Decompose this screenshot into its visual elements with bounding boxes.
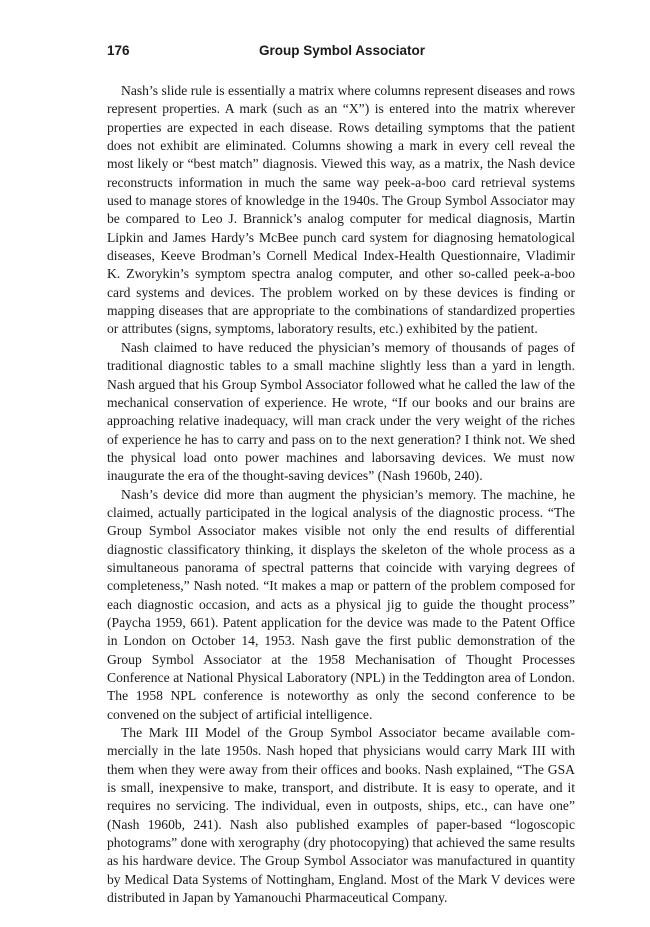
- running-head: [107, 41, 577, 61]
- paragraph: The Mark III Model of the Group Symbol Associator became available commercially in the late 1950s. Nash hoped that physicians would carry Mark III with them when they were away from their offices and books. Nash explained, “The GSA is small, inexpensive to make, transport, and distribute. It is easy to operate, and it requires no servicing. The individual, even in outposts, ships, etc., can have one” (Nash 1960b, 241). Nash also published examples of paper-based “logoscopic photograms” done with xerography (dry photocopying) that achieved the same results as his hardware device. The Group Symbol Associator was manufactured in quantity by Medical Data Systems of Nottingham, England. Most of the Mark V devices were distributed in Japan by Yamanouchi Pharmaceutical Company.: [107, 725, 575, 906]
- paragraph: Nash’s slide rule is essentially a matrix where columns represent diseases and rows represent properties. A mark (such as an “X”) is entered into the matrix wherever properties are expected in each disease. Rows detailing symptoms that the patient does not exhibit are eliminated. Columns showing a mark in every cell reveal the most likely or “best match” diagnosis. Viewed this way, as a matrix, the Nash device reconstructs information in much the same way peek-a-boo card retrieval systems used to manage stores of knowledge in the 1940s. The Group Symbol Associator may be compared to Leo J. Brannick’s analog computer for medical diagnosis, Martin Lipkin and James Hardy’s McBee punch card system for diagnosing hematological diseases, Keeve Brodman’s Cornell Medical Index-Health Questionnaire, Vladimir K. Zworykin’s symptom spectra analog computer, and other so-called peek-a-boo card systems and devices. The problem worked on by these devices is finding or mapping diseases that are appropriate to the combinations of standardized properties or attributes (signs, symptoms, laboratory results, etc.) exhibited by the patient.: [107, 83, 575, 337]
- running-title: Group Symbol Associator: [258, 43, 426, 58]
- paragraph: Nash’s device did more than augment the physician’s memory. The machine, he claimed, actually participated in the logical analysis of the diagnostic process. “The Group Symbol Associator makes visible not only the end results of differential diagnostic classificatory thinking, it displays the skeleton of the whole process as a simultaneous panorama of spectral patterns that coincide with varying degrees of completeness,” Nash noted. “It makes a map or pattern of the problem composed for each diagnostic occasion, and acts as a physical jig to guide the thought process” (Paycha 1959, 661). Patent application for the device was made to the Patent Office in London on October 14, 1953. Nash gave the first public demonstration of the Group Symbol Associator at the 1958 Mechanisation of Thought Processes Conference at National Physical Laboratory (NPL) in the Teddington area of London. The 1958 NPL conference is noteworthy as only the second conference to be convened on the subject of artificial intelligence.: [107, 486, 575, 722]
- paragraph: Nash claimed to have reduced the physician’s memory of thousands of pages of traditional diagnostic tables to a small machine slightly less than a yard in length. Nash argued that his Group Symbol Associator followed what he called the law of the mechanical conservation of experience. He wrote, “If our books and our brains are approaching relative inadequacy, will man crack under the very weight of the riches of experience he has to carry and pass on to the next generation? I think not. We shed the physical load onto power machines and laborsaving devices. We must now inaugurate the era of the thought-saving devices” (Nash 1960b, 240).: [107, 339, 575, 484]
- body-text: [107, 82, 575, 907]
- page-number: 176: [107, 43, 130, 58]
